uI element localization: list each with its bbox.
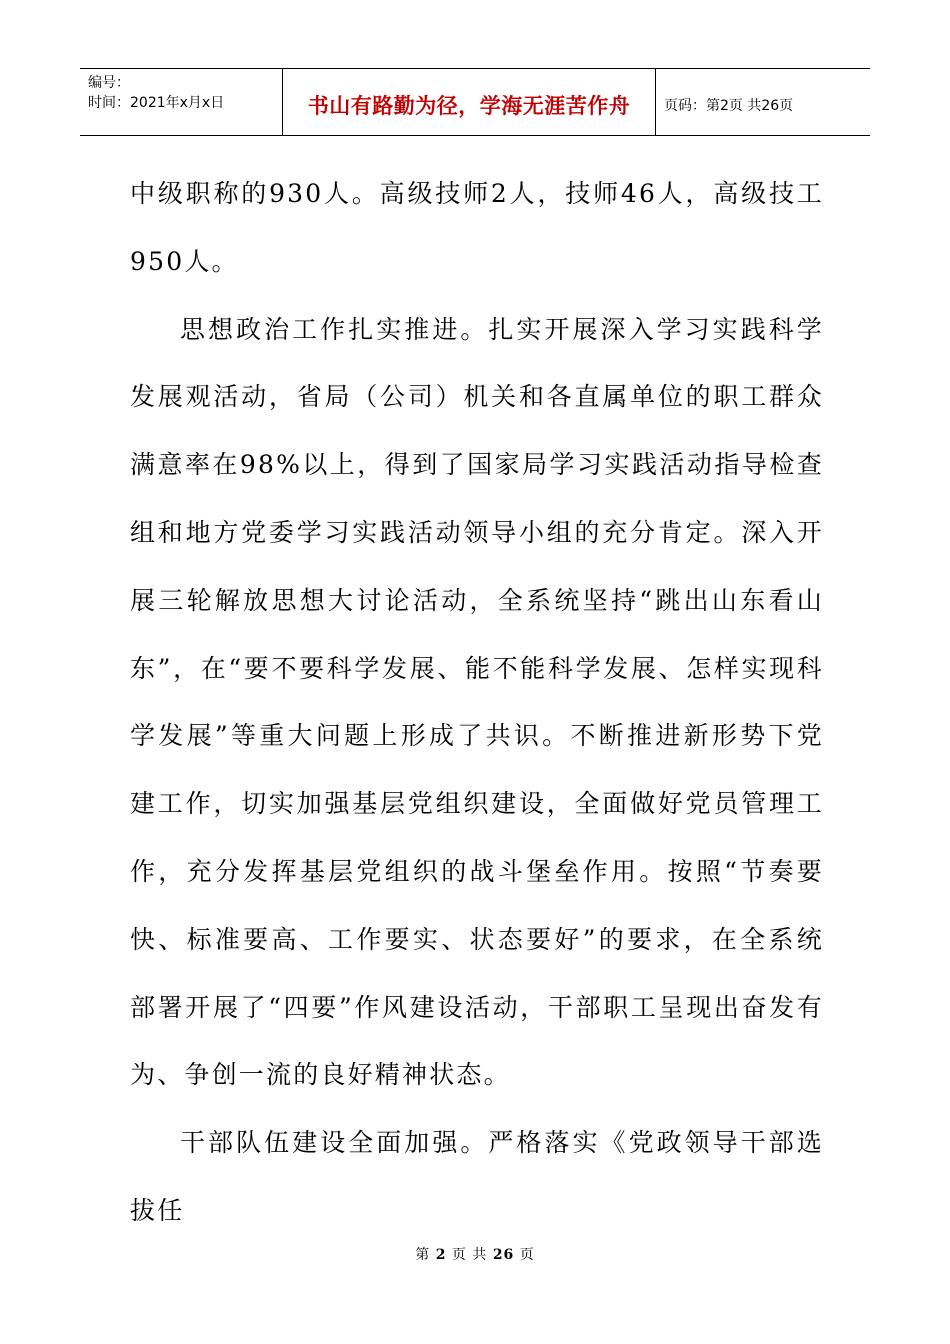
footer-current-page: 2 [435, 1247, 447, 1263]
paragraph-cadre-building: 干部队伍建设全面加强。严格落实《党政领导干部选拔任 [130, 1128, 824, 1225]
paragraph-ideological-work: 思想政治工作扎实推进。扎实开展深入学习实践科学发展观活动，省局（公司）机关和各直属单位的职工群众满意率在98%以上，得到了国家局学习实践活动指导检查组和地方党委学习实践活动领导小组的充分肯定。深入开展三轮解放思想大讨论活动，全系统坚持“跳出山东看山东”，在“要不要科学发展、能不能科学发展、怎样实现科学发展”等重大问题上形成了共识。不断推进新形势下党建工作，切实加强基层党组织建设，全面做好党员管理工作，充分发挥基层党组织的战斗堡垒作用。按照“节奏要快、标准要高、工作要实、状态要好”的要求，在全系统部署开展了“四要”作风建设活动，干部职工呈现出奋发有为、争创一流的良好精神状态。 [130, 314, 824, 1090]
header-meta-cell [80, 69, 283, 135]
footer-suffix: 页 [519, 1247, 535, 1263]
footer-middle: 页 共 [451, 1247, 488, 1263]
header-page-info: 页码：第2页 共26页 [664, 98, 794, 114]
footer-prefix: 第 [415, 1247, 431, 1263]
page-header [80, 68, 870, 136]
document-number-label: 编号： [88, 75, 130, 91]
header-motto: 书山有路勤为径，学海无涯苦作舟 [283, 69, 656, 135]
document-time-label: 时间：2021年x月x日 [88, 95, 225, 111]
document-body [130, 160, 824, 1245]
page-footer [0, 1244, 950, 1264]
paragraph-continuation: 中级职称的930人。高级技师2人，技师46人，高级技工950人。 [130, 179, 824, 276]
footer-total-pages: 26 [492, 1247, 515, 1263]
